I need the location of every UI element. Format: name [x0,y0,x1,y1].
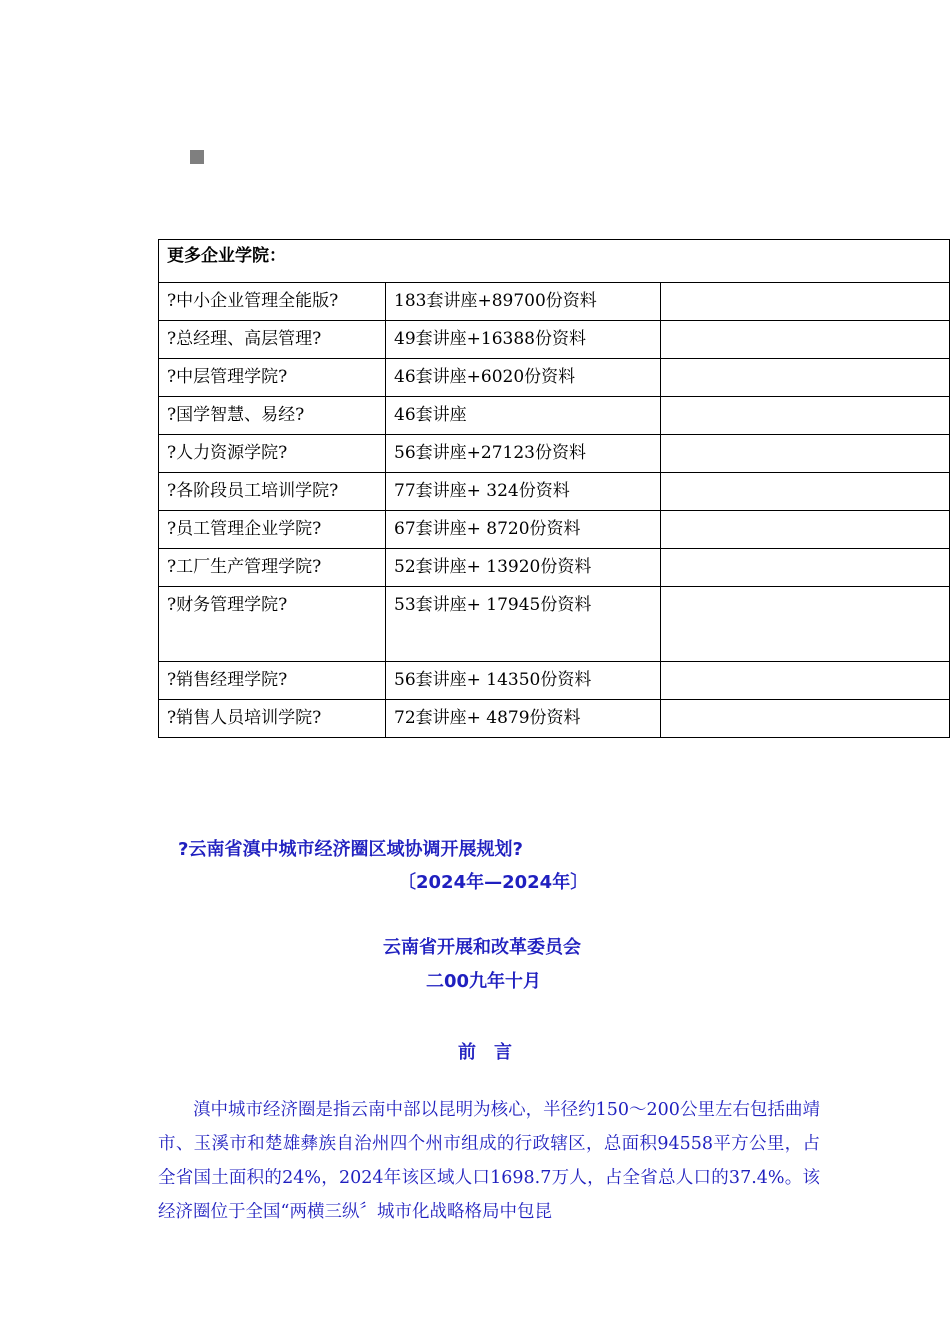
course-content: 46套讲座 [386,397,661,435]
preface-body [158,1093,820,1229]
empty-cell [661,511,950,549]
empty-cell [661,321,950,359]
course-content: 183套讲座+89700份资料 [386,283,661,321]
course-name: ?财务管理学院? [159,587,386,662]
course-name: ?中层管理学院? [159,359,386,397]
table-row [159,435,950,473]
table-row [159,587,950,662]
table-row [159,321,950,359]
course-name: ?人力资源学院? [159,435,386,473]
course-table [158,239,950,738]
table-header-row [159,240,950,283]
course-content: 56套讲座+27123份资料 [386,435,661,473]
table-row [159,511,950,549]
course-content: 49套讲座+16388份资料 [386,321,661,359]
course-content: 52套讲座+ 13920份资料 [386,549,661,587]
table-row [159,549,950,587]
empty-cell [661,473,950,511]
table-row [159,397,950,435]
document-period: 〔2024年—2024年〕 [398,872,589,893]
empty-cell [661,587,950,662]
table-row [159,359,950,397]
empty-cell [661,662,950,700]
table-row [159,700,950,738]
empty-cell [661,700,950,738]
empty-cell [661,435,950,473]
course-content: 46套讲座+6020份资料 [386,359,661,397]
preface-heading: 前 言 [458,1042,512,1063]
empty-cell [661,397,950,435]
course-content: 56套讲座+ 14350份资料 [386,662,661,700]
course-content: 72套讲座+ 4879份资料 [386,700,661,738]
table-row [159,283,950,321]
table-header: 更多企业学院： [159,240,950,283]
table-row [159,473,950,511]
bullet-square-icon [190,150,204,164]
course-name: ?工厂生产管理学院? [159,549,386,587]
course-name: ?国学智慧、易经? [159,397,386,435]
course-content: 53套讲座+ 17945份资料 [386,587,661,662]
document-title: ?云南省滇中城市经济圈区域协调开展规划? [178,839,523,860]
course-name: ?员工管理企业学院? [159,511,386,549]
document-issuer: 云南省开展和改革委员会 [383,937,581,958]
course-name: ?销售经理学院? [159,662,386,700]
document-date: 二00九年十月 [426,971,542,992]
course-name: ?各阶段员工培训学院? [159,473,386,511]
empty-cell [661,283,950,321]
table-row [159,662,950,700]
preface-paragraph: 滇中城市经济圈是指云南中部以昆明为核心，半径约150～200公里左右包括曲靖市、玉溪市和楚雄彝族自治州四个州市组成的行政辖区，总面积94558平方公里，占全省国土面积的24%，2024年该区域人口1698.7万人，占全省总人口的37.4%。该经济圈位于全国“两横三纵〞城市化战略格局中包昆 [158,1100,820,1222]
empty-cell [661,549,950,587]
course-name: ?中小企业管理全能版? [159,283,386,321]
course-name: ?销售人员培训学院? [159,700,386,738]
course-content: 77套讲座+ 324份资料 [386,473,661,511]
empty-cell [661,359,950,397]
course-name: ?总经理、高层管理? [159,321,386,359]
course-content: 67套讲座+ 8720份资料 [386,511,661,549]
